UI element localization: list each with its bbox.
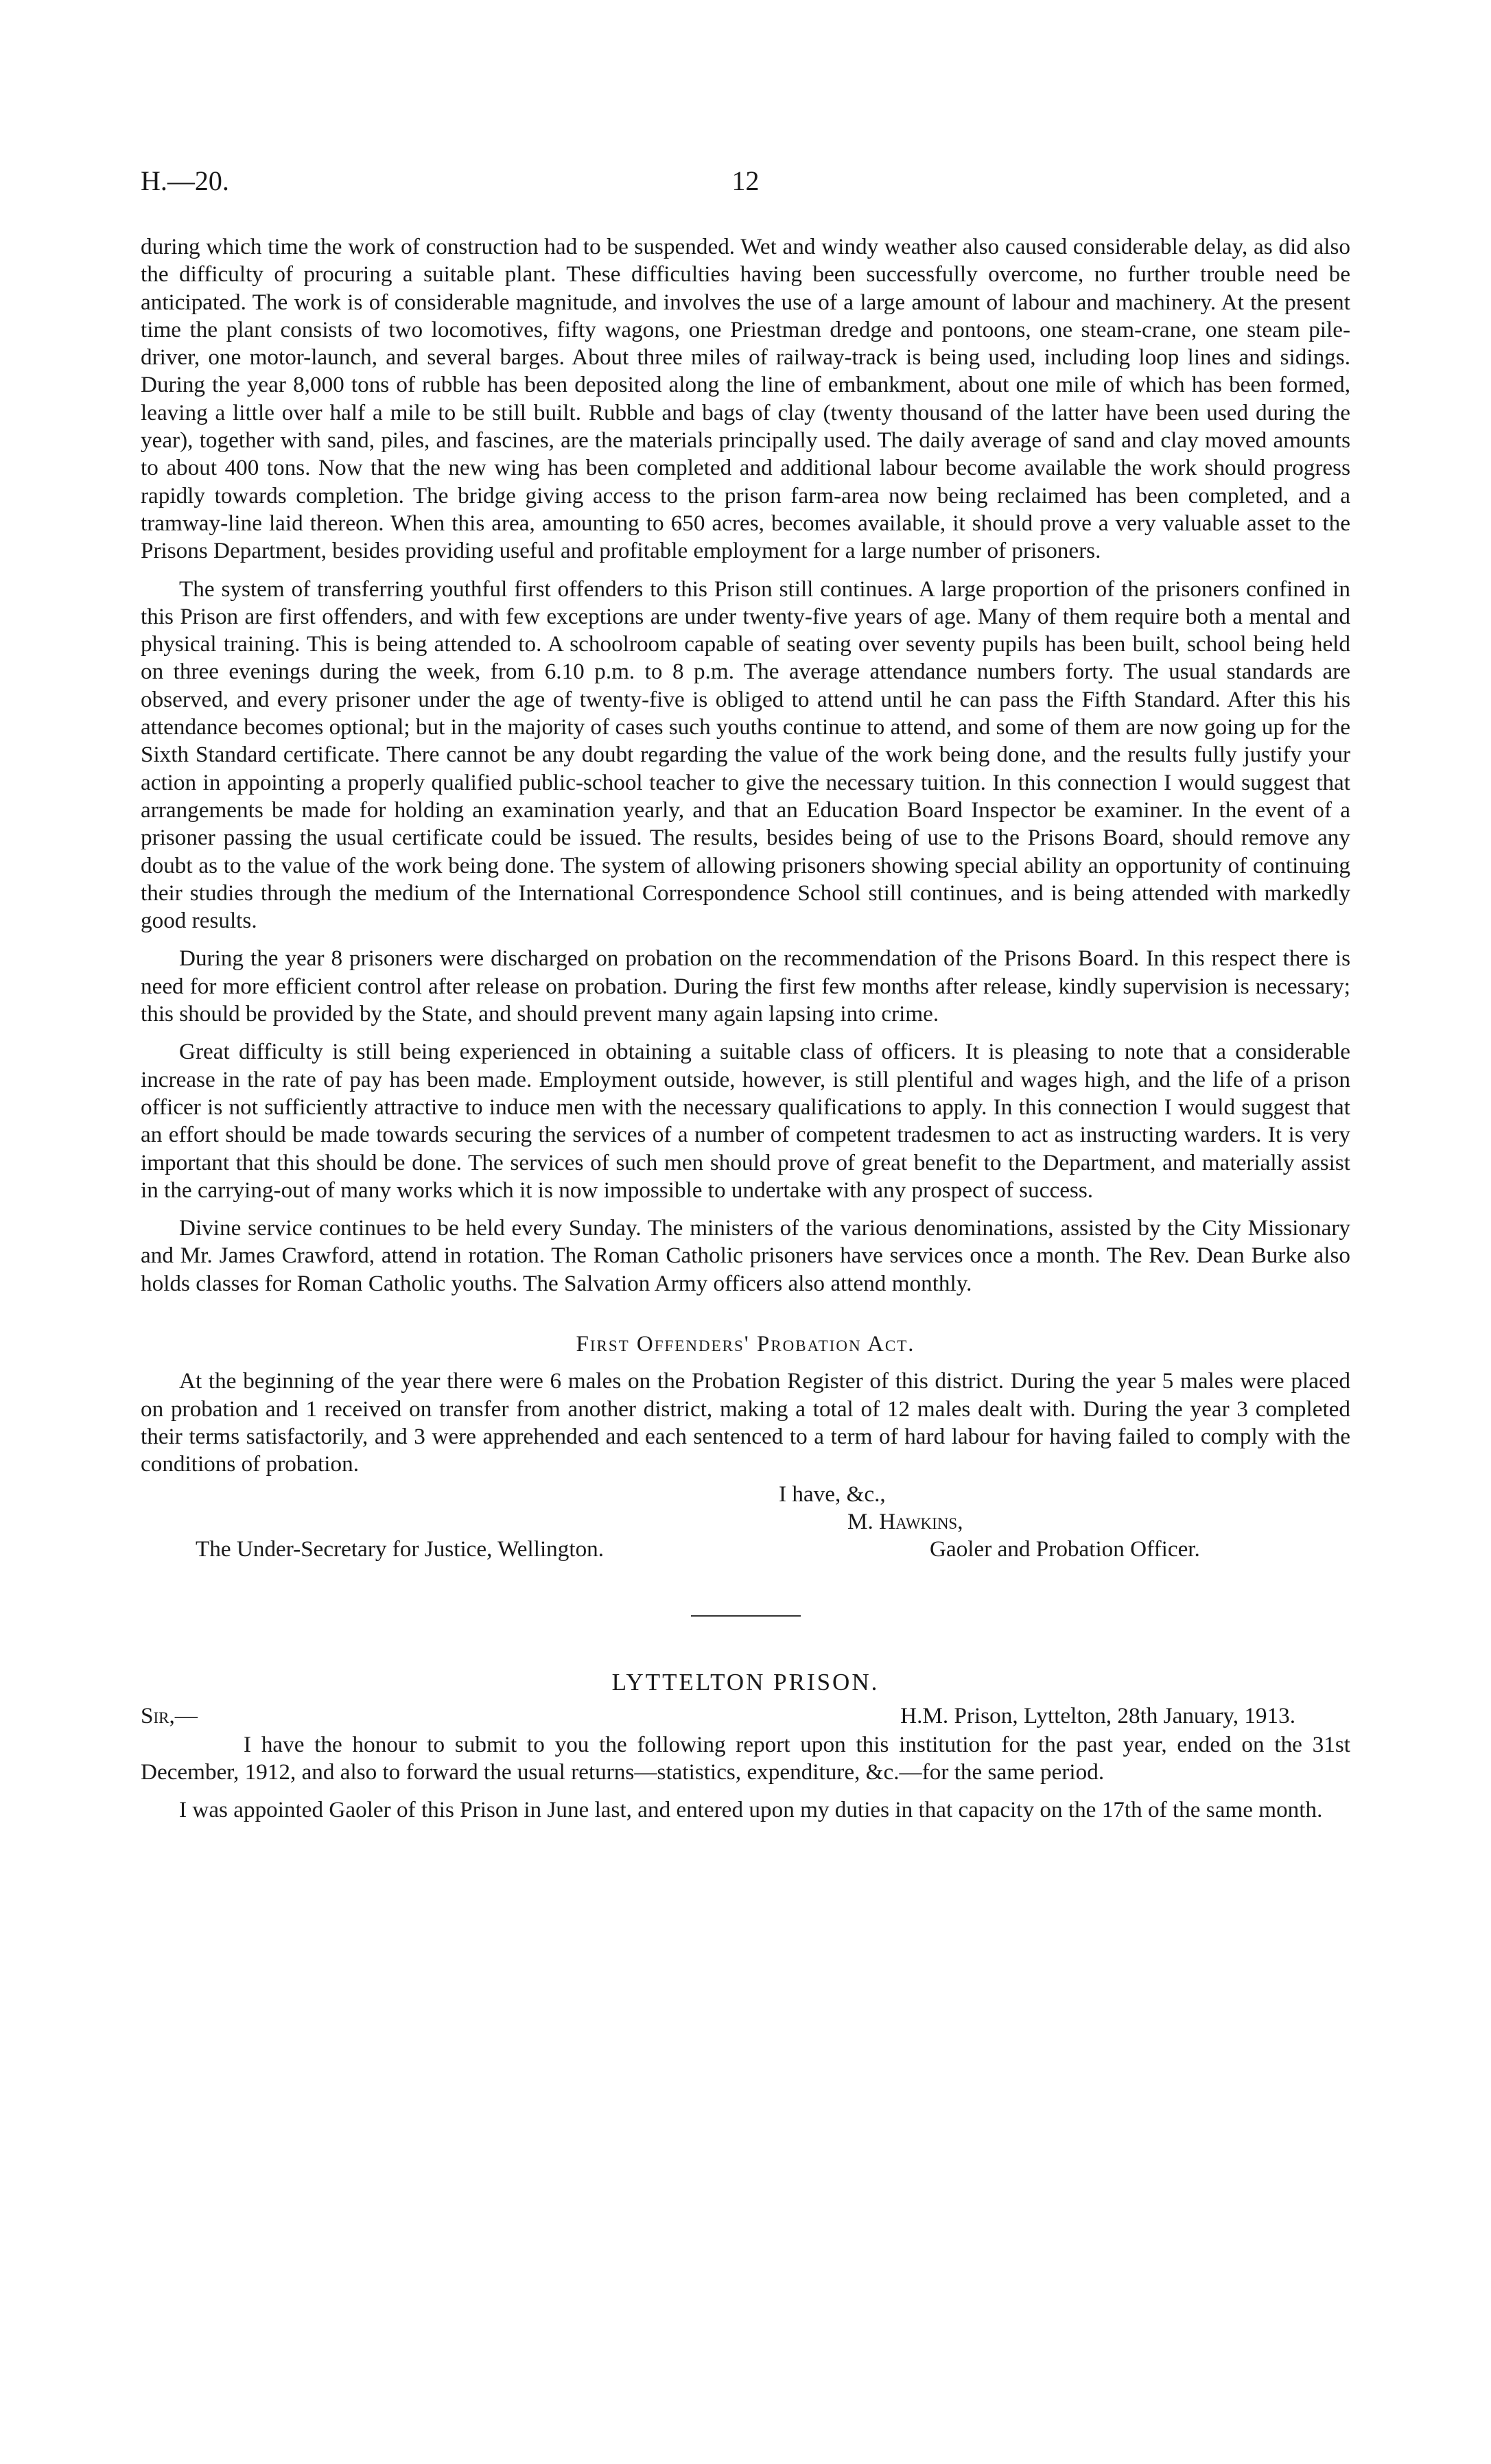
paragraph-officers: Great difficulty is still being experienced in obtaining a suitable class of officers. It is pleasing to note that a considerable increase in the rate of pay has been made. Employment outside, however, is still plentiful and wages high, and the life of a prison officer is not sufficiently attractive to induce men with the necessary qualifications to apply. In this connection I would suggest that an effort should be made towards securing the services of a number of competent tradesmen to act as instructing warders. It is very important that this should be done. The services of such men should prove of great benefit to the Department, and materially assist in the carrying-out of many works which it is now impossible to undertake with any prospect of success. (141, 1039, 1350, 1203)
page-header (141, 165, 1350, 206)
paragraph-first-offenders-school: The system of transferring youthful first offenders to this Prison still continues. A large proportion of the prisoners confined in this Prison are first offenders, and with few exceptions are under twenty-five years of age. Many of them require both a mental and physical training. This is being attended to. A schoolroom capable of seating over seventy pupils has been built, school being held on three evenings during the week, from 6.10 p.m. to 8 p.m. The average attendance numbers forty. The usual standards are observed, and every prisoner under the age of twenty-five is obliged to attend until he can pass the Fifth Standard. After this his attendance becomes optional; but in the majority of cases such youths continue to attend, and some of them are now going up for the Sixth Standard certificate. There cannot be any doubt regarding the value of the work being done, and the results fully justify your action in appointing a properly qualified public-school teacher to give the necessary tuition. In this connection I would suggest that arrangements be made for holding an examination yearly, and that an Education Board Inspector be examiner. In the event of a prisoner passing the usual certificate could be issued. The results, besides being of use to the Prisons Board, should remove any doubt as to the value of the work being done. The system of allowing prisoners showing special ability an opportunity of continuing their studies through the medium of the International Correspondence School still continues, and is being attended with markedly good results. (141, 576, 1350, 934)
salutation: Sir,— (141, 1702, 198, 1728)
page-number: 12 (731, 165, 760, 196)
closing-phrase: I have, &c., (779, 1481, 886, 1507)
document-reference: H.—20. (141, 165, 229, 196)
addressee: The Under-Secretary for Justice, Wellington. (196, 1536, 604, 1562)
paragraph-construction: during which time the work of construction had to be suspended. Wet and windy weather also caused considerable delay, as did also the difficulty of procuring a suitable plant. These difficulties having been successfully overcome, no further trouble need be anticipated. The work is of considerable magnitude, and involves the use of a large amount of labour and machinery. At the present time the plant consists of two locomotives, fifty wagons, one Priestman dredge and pontoons, one steam-crane, one steam pile-driver, one motor-launch, and several barges. About three miles of railway-track is being used, including loop lines and sidings. During the year 8,000 tons of rubble has been deposited along the line of embankment, about one mile of which has been formed, leaving a little over half a mile to be still built. Rubble and bags of clay (twenty thousand of the latter have been used during the year), together with sand, piles, and fascines, are the materials principally used. The daily average of sand and clay moved amounts to about 400 tons. Now that the new wing has been completed and additional labour become available the work should progress rapidly towards completion. The bridge giving access to the prison farm-area now being reclaimed has been completed, and a tramway-line laid thereon. When this area, amounting to 650 acres, becomes available, it should prove a very valuable asset to the Prisons Department, besides providing useful and profitable employment for a large number of prisoners. (141, 234, 1350, 564)
signature-initial: M. (847, 1509, 873, 1535)
paragraph-probation-discharges: During the year 8 prisoners were discharged on probation on the recommendation of the Prisons Board. In this respect there is need for more efficient control after release on probation. During the first few months after release, kindly supervision is necessary; this should be provided by the State, and should prevent many again lapsing into crime. (141, 946, 1350, 1027)
paragraph-divine-service: Divine service continues to be held every Sunday. The ministers of the various denominations, assisted by the City Missionary and Mr. James Crawford, attend in rotation. The Roman Catholic prisoners have services once a month. The Rev. Dean Burke also holds classes for Roman Catholic youths. The Salvation Army officers also attend monthly. (141, 1215, 1350, 1296)
letter-address-date: H.M. Prison, Lyttelton, 28th January, 1913. (900, 1702, 1295, 1728)
signatory-title: Gaoler and Probation Officer. (930, 1536, 1200, 1562)
paragraph-probation-register: At the beginning of the year there were 6 males on the Probation Register of this district. During the year 5 males were placed on probation and 1 received on transfer from another district, making a total of 12 males dealt with. During the year 3 completed their terms satisfactorily, and 3 were apprehended and each sentenced to a term of hard labour for having failed to comply with the conditions of probation. (141, 1368, 1350, 1477)
signature (847, 1508, 963, 1536)
letter-signoff (141, 1481, 1350, 1564)
paragraph-report-intro: I have the honour to submit to you the following report upon this institution for the past year, ended on the 31st December, 1912, and also to forward the usual returns—statistics, expenditure, &c.—for the same period. (141, 1731, 1350, 1785)
section-heading-probation-act: First Offenders' Probation Act. (576, 1331, 915, 1357)
section-divider (691, 1615, 801, 1617)
salutation-row (141, 1702, 1350, 1731)
paragraph-appointment: I was appointed Gaoler of this Prison in June last, and entered upon my duties in that capacity on the 17th of the same month. (179, 1797, 1323, 1823)
signature-name: Hawkins, (879, 1509, 963, 1535)
lyttelton-letter (141, 1731, 1350, 1824)
page-body (141, 233, 1350, 1824)
section-heading-lyttelton: LYTTELTON PRISON. (611, 1669, 880, 1696)
